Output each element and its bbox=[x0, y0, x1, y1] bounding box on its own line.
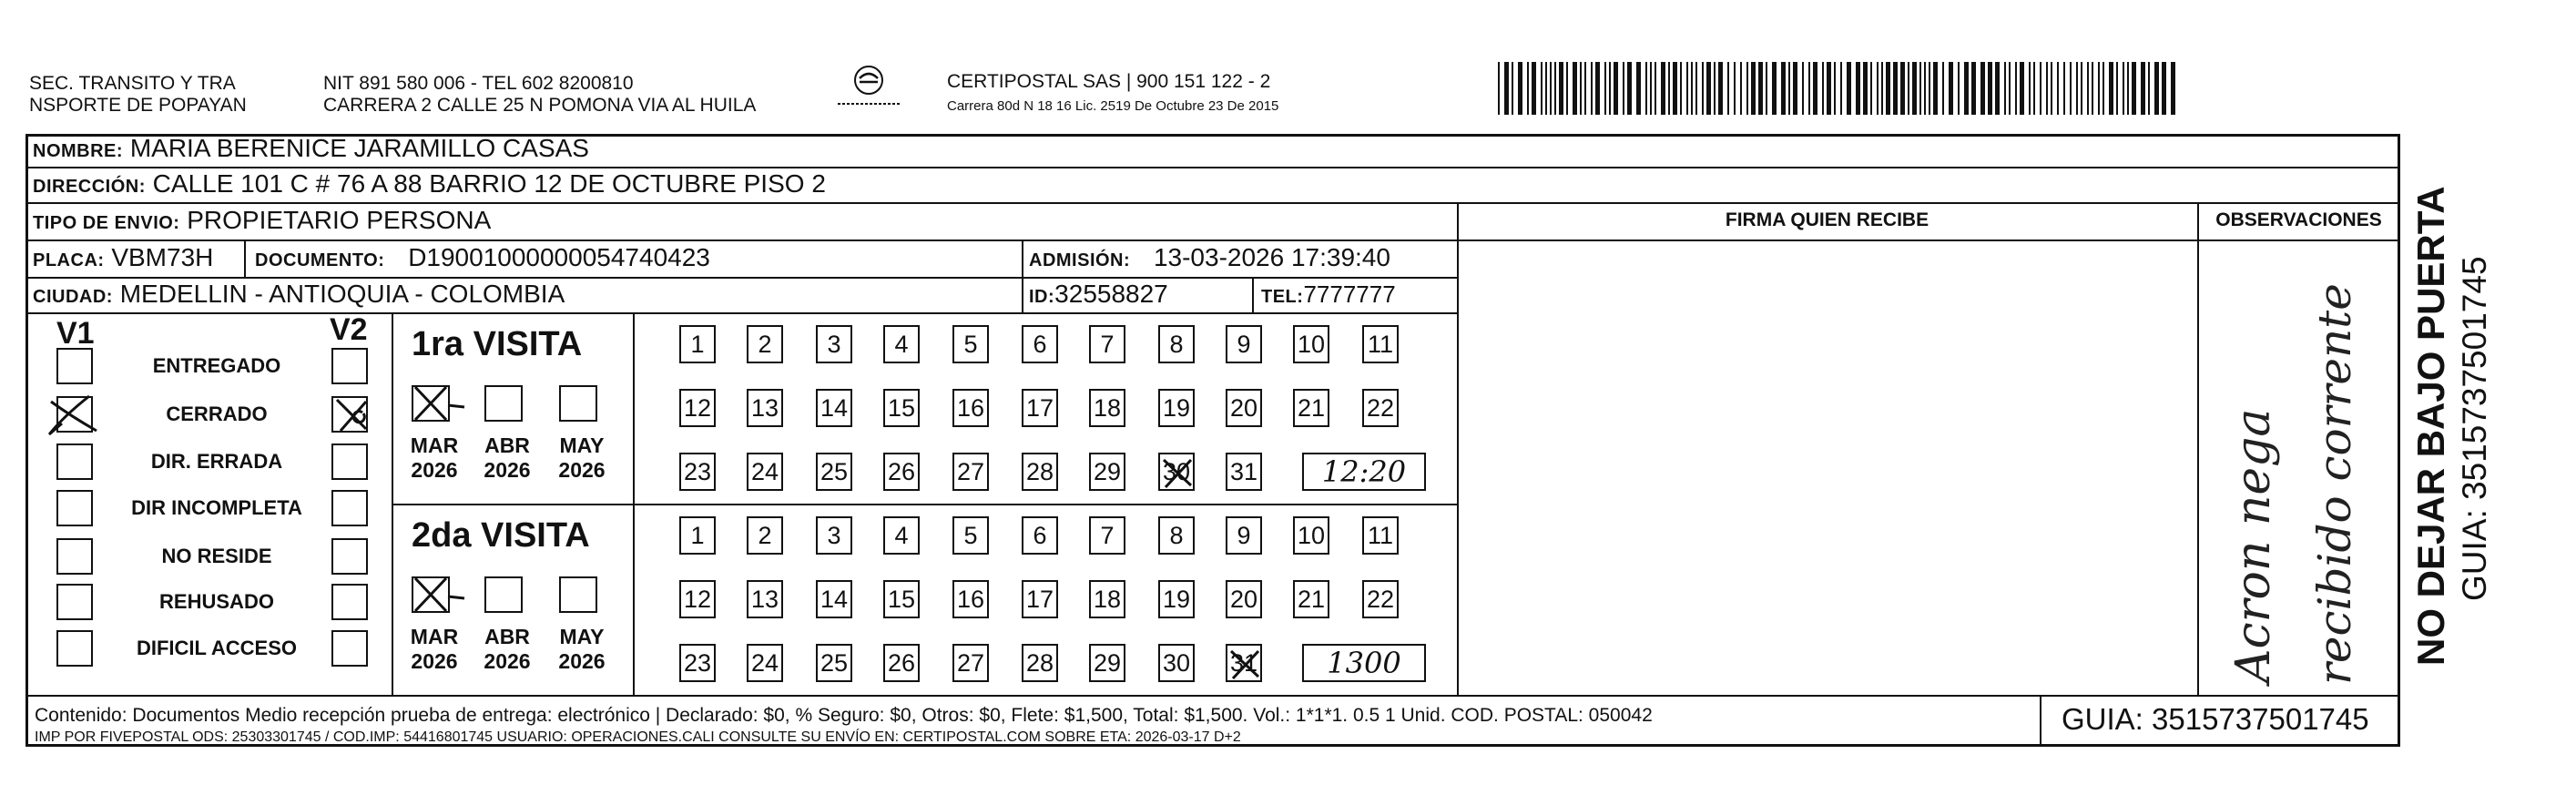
barcode-bar bbox=[1580, 62, 1582, 115]
day-box[interactable]: 5 bbox=[952, 516, 989, 555]
day-box[interactable]: 4 bbox=[883, 325, 920, 363]
barcode-bar bbox=[1856, 62, 1860, 115]
month-year-label: 2026 bbox=[558, 649, 606, 673]
day-box[interactable]: 7 bbox=[1089, 516, 1125, 555]
day-box[interactable]: 6 bbox=[1022, 325, 1058, 363]
month-year-label: 2026 bbox=[558, 458, 606, 482]
barcode-bar bbox=[1706, 62, 1711, 115]
sender-address-line: CARRERA 2 CALLE 25 N POMONA VIA AL HUILA bbox=[323, 95, 757, 116]
observation-handwriting-2 bbox=[2308, 283, 2361, 685]
barcode-bar bbox=[1827, 62, 1831, 115]
day-box[interactable]: 27 bbox=[952, 644, 989, 682]
nombre-label: NOMBRE: bbox=[33, 141, 124, 161]
status-label: DIFICIL ACCESO bbox=[136, 637, 297, 659]
day-box[interactable]: 15 bbox=[883, 580, 920, 618]
barcode-bar bbox=[1863, 62, 1868, 115]
barcode-bar bbox=[1893, 62, 1898, 115]
barcode-bar bbox=[1604, 62, 1606, 115]
barcode-bar bbox=[2076, 62, 2078, 115]
barcode-bar bbox=[1504, 62, 1509, 115]
month-label: ABR bbox=[484, 433, 530, 457]
nombre-value: MARIA BERENICE JARAMILLO CASAS bbox=[129, 134, 589, 162]
barcode-bar bbox=[1623, 62, 1624, 115]
v1-checkbox[interactable] bbox=[56, 584, 93, 620]
day-box[interactable]: 18 bbox=[1089, 580, 1125, 618]
day-box[interactable]: 9 bbox=[1226, 325, 1262, 363]
day-box[interactable]: 30 bbox=[1158, 644, 1195, 682]
barcode-bar bbox=[2154, 62, 2159, 115]
barcode-bar bbox=[1881, 62, 1883, 115]
day-box[interactable]: 29 bbox=[1089, 453, 1125, 491]
status-label: ENTREGADO bbox=[152, 354, 281, 377]
day-box[interactable]: 8 bbox=[1158, 325, 1195, 363]
barcode-bar bbox=[1772, 62, 1777, 115]
day-box[interactable]: 26 bbox=[883, 453, 920, 491]
day-box[interactable]: 11 bbox=[1362, 325, 1399, 363]
imp-line: IMP POR FIVEPOSTAL ODS: 25303301745 / COD.IMP: 54416801745 USUARIO: OPERACIONES.CALI CONSULTE SU ENVÍO EN: CERTIPOSTAL.COM SOBRE ETA: 2026-03-17 D+2 bbox=[35, 729, 1241, 745]
barcode-bar bbox=[1655, 62, 1656, 115]
barcode-bar bbox=[2087, 62, 2089, 115]
visit-title: 1ra VISITA bbox=[412, 325, 583, 363]
barcode-bar bbox=[2141, 62, 2145, 115]
day-box[interactable]: 27 bbox=[952, 453, 989, 491]
barcode-bar bbox=[1686, 62, 1688, 115]
barcode-bar bbox=[1695, 62, 1697, 115]
side-guia: GUIA: 3515737501745 bbox=[2456, 256, 2493, 601]
day-box[interactable]: 13 bbox=[747, 580, 783, 618]
day-box[interactable]: 12 bbox=[679, 580, 716, 618]
sender-line-2: NSPORTE DE POPAYAN bbox=[29, 95, 247, 116]
day-box[interactable]: 5 bbox=[952, 325, 989, 363]
barcode-bar bbox=[1527, 62, 1529, 115]
day-box[interactable]: 24 bbox=[747, 644, 783, 682]
barcode-bar bbox=[1545, 62, 1547, 115]
day-box[interactable]: 26 bbox=[883, 644, 920, 682]
id-label: ID: bbox=[1029, 287, 1055, 307]
day-box[interactable]: 13 bbox=[747, 389, 783, 427]
barcode-bar bbox=[1813, 62, 1817, 115]
tipo-envio-label: TIPO DE ENVIO: bbox=[33, 213, 180, 233]
month-checkbox[interactable] bbox=[412, 385, 450, 422]
month-label: MAY bbox=[559, 433, 605, 457]
barcode-bar bbox=[2009, 62, 2011, 115]
day-box[interactable]: 6 bbox=[1022, 516, 1058, 555]
day-box[interactable]: 28 bbox=[1022, 644, 1058, 682]
barcode-bar bbox=[2098, 62, 2100, 115]
barcode-bar bbox=[1554, 62, 1556, 115]
barcode-bar bbox=[1498, 62, 1500, 115]
direccion-field bbox=[33, 169, 826, 201]
day-box[interactable]: 19 bbox=[1158, 389, 1195, 427]
tipo-envio-value: PROPIETARIO PERSONA bbox=[187, 206, 492, 234]
barcode-bar bbox=[1636, 62, 1641, 115]
barcode-bar bbox=[2063, 62, 2065, 115]
barcode-bar bbox=[2046, 62, 2048, 115]
tel-value: 7777777 bbox=[1303, 280, 1396, 308]
observation-handwriting-1 bbox=[2226, 409, 2281, 683]
visit-time-box[interactable]: 12:20 bbox=[1302, 453, 1426, 491]
barcode-bar bbox=[1929, 62, 1930, 115]
day-box[interactable]: 31 bbox=[1226, 453, 1262, 491]
barcode-bar bbox=[2103, 62, 2104, 115]
month-checkbox[interactable] bbox=[484, 385, 523, 422]
month-label: ABR bbox=[484, 625, 530, 648]
barcode-bar bbox=[1673, 62, 1677, 115]
barcode-bar bbox=[1591, 62, 1593, 115]
barcode-bar bbox=[2116, 62, 2118, 115]
barcode-bar bbox=[1781, 62, 1786, 115]
barcode-bar bbox=[1877, 62, 1879, 115]
barcode-bar bbox=[2029, 62, 2031, 115]
day-box[interactable]: 7 bbox=[1089, 325, 1125, 363]
barcode-bar bbox=[1584, 62, 1586, 115]
day-box[interactable]: 29 bbox=[1089, 644, 1125, 682]
barcode-bar bbox=[1933, 62, 1938, 115]
v2-checkbox[interactable] bbox=[331, 490, 368, 526]
v1-checkbox[interactable] bbox=[56, 630, 93, 667]
barcode-bar bbox=[1788, 62, 1790, 115]
day-box[interactable]: 22 bbox=[1362, 580, 1399, 618]
barcode-bar bbox=[1793, 62, 1797, 115]
barcode-bar bbox=[2015, 62, 2017, 115]
barcode-bar bbox=[1847, 62, 1851, 115]
barcode-bar bbox=[1609, 62, 1611, 115]
v1-checkbox[interactable] bbox=[56, 490, 93, 526]
status-label: NO RESIDE bbox=[161, 545, 272, 567]
barcode-bar bbox=[2051, 62, 2052, 115]
day-box[interactable]: 25 bbox=[816, 453, 852, 491]
v1-checkbox[interactable] bbox=[56, 348, 93, 384]
barcode-bar bbox=[1995, 62, 2000, 115]
barcode-bar bbox=[1822, 62, 1824, 115]
placa-label: PLACA: bbox=[33, 250, 105, 270]
month-checkbox[interactable] bbox=[484, 576, 523, 613]
ciudad-label: CIUDAD: bbox=[33, 287, 113, 307]
barcode-bar bbox=[2020, 62, 2024, 115]
barcode-bar bbox=[1541, 62, 1543, 115]
v1-label: V1 bbox=[56, 316, 95, 351]
day-box[interactable]: 21 bbox=[1293, 580, 1329, 618]
observation-text-2: recibido corrente bbox=[2308, 283, 2361, 685]
footer-guia: GUIA: 3515737501745 bbox=[2062, 702, 2369, 736]
barcode-bar bbox=[2127, 62, 2129, 115]
day-box[interactable]: 3 bbox=[816, 516, 852, 555]
status-label: CERRADO bbox=[166, 403, 268, 425]
direccion-label: DIRECCIÓN: bbox=[33, 177, 146, 197]
courier-name: CERTIPOSTAL SAS | 900 151 122 - 2 bbox=[947, 71, 1271, 92]
day-box[interactable]: 10 bbox=[1293, 325, 1329, 363]
barcode-bar bbox=[1550, 62, 1552, 115]
status-label: DIR INCOMPLETA bbox=[131, 496, 302, 519]
v1-checkbox[interactable] bbox=[56, 538, 93, 575]
sender-line-1: SEC. TRANSITO Y TRA bbox=[29, 73, 236, 94]
day-box[interactable]: 14 bbox=[816, 389, 852, 427]
barcode-bar bbox=[1949, 62, 1953, 115]
barcode-bar bbox=[1702, 62, 1704, 115]
barcode-bar bbox=[2148, 62, 2150, 115]
barcode bbox=[1498, 62, 2176, 115]
day-box[interactable]: 10 bbox=[1293, 516, 1329, 555]
v1-checkbox[interactable] bbox=[56, 443, 93, 480]
firma-header: FIRMA QUIEN RECIBE bbox=[1725, 209, 1929, 230]
day-box[interactable]: 1 bbox=[679, 516, 716, 555]
month-checkbox[interactable] bbox=[559, 385, 597, 422]
day-box[interactable]: 16 bbox=[952, 389, 989, 427]
barcode-bar bbox=[1840, 62, 1842, 115]
barcode-bar bbox=[1573, 62, 1577, 115]
direccion-value: CALLE 101 C # 76 A 88 BARRIO 12 DE OCTUBRE PISO 2 bbox=[152, 169, 826, 198]
barcode-bar bbox=[1971, 62, 1976, 115]
day-box[interactable]: 25 bbox=[816, 644, 852, 682]
observaciones-header: OBSERVACIONES bbox=[2215, 209, 2382, 230]
barcode-bar bbox=[2057, 62, 2059, 115]
nombre-field bbox=[33, 134, 589, 166]
barcode-bar bbox=[1661, 62, 1665, 115]
v2-label: V2 bbox=[330, 312, 368, 347]
day-box[interactable]: 4 bbox=[883, 516, 920, 555]
month-label: MAY bbox=[559, 625, 605, 648]
barcode-bar bbox=[1680, 62, 1682, 115]
barcode-bar bbox=[2070, 62, 2072, 115]
tipo-envio-field bbox=[33, 206, 491, 238]
v2-checkbox[interactable] bbox=[331, 396, 368, 433]
barcode-bar bbox=[1988, 62, 1992, 115]
contenido-line: Contenido: Documentos Medio recepción prueba de entrega: electrónico | Declarado: $0, % Seguro: $0, Otros: $0, Flete: $1,500, Total: $1,500. Vol.: 1*1*1. 0.5 1 Unid. COD. POSTAL: 050042 bbox=[35, 705, 1653, 726]
barcode-bar bbox=[1645, 62, 1647, 115]
barcode-bar bbox=[2171, 62, 2175, 115]
barcode-bar bbox=[2132, 62, 2136, 115]
day-box[interactable]: 18 bbox=[1089, 389, 1125, 427]
barcode-bar bbox=[2033, 62, 2035, 115]
barcode-bar bbox=[1919, 62, 1921, 115]
id-value: 32558827 bbox=[1054, 280, 1168, 308]
month-label: MAR bbox=[410, 625, 459, 648]
v1-checkbox[interactable] bbox=[56, 396, 93, 433]
month-year-label: 2026 bbox=[411, 649, 458, 673]
barcode-bar bbox=[1518, 62, 1522, 115]
admision-value: 13-03-2026 17:39:40 bbox=[1153, 243, 1390, 271]
day-box[interactable]: 24 bbox=[747, 453, 783, 491]
ciudad-field bbox=[33, 280, 565, 311]
day-box[interactable]: 23 bbox=[679, 644, 716, 682]
day-box[interactable]: 20 bbox=[1226, 389, 1262, 427]
day-box[interactable]: 9 bbox=[1226, 516, 1262, 555]
barcode-bar bbox=[1964, 62, 1969, 115]
barcode-bar bbox=[1559, 62, 1563, 115]
observation-text-1: Acron nega bbox=[2226, 408, 2281, 683]
visit-title: 2da VISITA bbox=[412, 516, 590, 555]
barcode-bar bbox=[1614, 62, 1618, 115]
month-year-label: 2026 bbox=[411, 458, 458, 482]
barcode-bar bbox=[2162, 62, 2166, 115]
v2-checkbox[interactable] bbox=[331, 538, 368, 575]
admision-label: ADMISIÓN: bbox=[1029, 250, 1131, 270]
barcode-bar bbox=[1908, 62, 1909, 115]
placa-field bbox=[33, 243, 213, 275]
day-box[interactable]: 2 bbox=[747, 325, 783, 363]
month-year-label: 2026 bbox=[484, 649, 531, 673]
placa-value: VBM73H bbox=[111, 243, 214, 271]
month-label: MAR bbox=[410, 433, 459, 457]
documento-label: DOCUMENTO: bbox=[255, 250, 385, 270]
day-box[interactable]: 19 bbox=[1158, 580, 1195, 618]
barcode-bar bbox=[1691, 62, 1693, 115]
barcode-bar bbox=[1766, 62, 1767, 115]
barcode-bar bbox=[1627, 62, 1632, 115]
barcode-bar bbox=[1650, 62, 1652, 115]
day-box[interactable]: 16 bbox=[952, 580, 989, 618]
barcode-bar bbox=[1566, 62, 1568, 115]
day-box[interactable]: 3 bbox=[816, 325, 852, 363]
barcode-bar bbox=[2123, 62, 2124, 115]
barcode-bar bbox=[1900, 62, 1905, 115]
tel-label: TEL: bbox=[1261, 287, 1304, 307]
day-box[interactable]: 14 bbox=[816, 580, 852, 618]
barcode-bar bbox=[1734, 62, 1736, 115]
v2-checkbox[interactable] bbox=[331, 630, 368, 667]
day-box[interactable]: 30 bbox=[1158, 453, 1195, 491]
day-box[interactable]: 23 bbox=[679, 453, 716, 491]
barcode-bar bbox=[1870, 62, 1872, 115]
day-box[interactable]: 31 bbox=[1226, 644, 1262, 682]
v2-checkbox[interactable] bbox=[331, 584, 368, 620]
day-box[interactable]: 17 bbox=[1022, 389, 1058, 427]
day-box[interactable]: 1 bbox=[679, 325, 716, 363]
barcode-bar bbox=[1714, 62, 1716, 115]
barcode-bar bbox=[1942, 62, 1944, 115]
status-label: DIR. ERRADA bbox=[150, 450, 283, 473]
barcode-bar bbox=[2092, 62, 2093, 115]
day-box[interactable]: 2 bbox=[747, 516, 783, 555]
month-checkbox[interactable] bbox=[412, 576, 450, 613]
day-box[interactable]: 17 bbox=[1022, 580, 1058, 618]
side-warning: NO DEJAR BAJO PUERTA bbox=[2409, 186, 2452, 666]
barcode-bar bbox=[1512, 62, 1513, 115]
tel-field bbox=[1261, 280, 1396, 311]
admision-field bbox=[1029, 243, 1390, 275]
day-box[interactable]: 8 bbox=[1158, 516, 1195, 555]
barcode-bar bbox=[1912, 62, 1917, 115]
barcode-bar bbox=[1886, 62, 1890, 115]
ciudad-value: MEDELLIN - ANTIOQUIA - COLOMBIA bbox=[119, 280, 565, 308]
barcode-bar bbox=[1595, 62, 1600, 115]
visit-time-box[interactable]: 1300 bbox=[1302, 644, 1426, 682]
id-field bbox=[1029, 280, 1168, 311]
day-box[interactable]: 21 bbox=[1293, 389, 1329, 427]
day-box[interactable]: 12 bbox=[679, 389, 716, 427]
certipostal-logo-icon bbox=[832, 64, 905, 113]
courier-address: Carrera 80d N 18 16 Lic. 2519 De Octubre 23 De 2015 bbox=[947, 98, 1279, 114]
day-box[interactable]: 28 bbox=[1022, 453, 1058, 491]
month-year-label: 2026 bbox=[484, 458, 531, 482]
barcode-bar bbox=[1834, 62, 1836, 115]
barcode-bar bbox=[1668, 62, 1670, 115]
day-box[interactable]: 11 bbox=[1362, 516, 1399, 555]
barcode-bar bbox=[1746, 62, 1748, 115]
barcode-bar bbox=[1808, 62, 1810, 115]
v2-checkbox[interactable] bbox=[331, 348, 368, 384]
barcode-bar bbox=[2040, 62, 2041, 115]
barcode-bar bbox=[1802, 62, 1804, 115]
day-box[interactable]: 20 bbox=[1226, 580, 1262, 618]
documento-field bbox=[255, 243, 710, 275]
documento-value: D19001000000054740423 bbox=[408, 243, 710, 271]
barcode-bar bbox=[2109, 62, 2113, 115]
barcode-bar bbox=[1751, 62, 1756, 115]
v2-checkbox[interactable] bbox=[331, 443, 368, 480]
status-label: REHUSADO bbox=[159, 590, 274, 613]
barcode-bar bbox=[1740, 62, 1742, 115]
day-box[interactable]: 15 bbox=[883, 389, 920, 427]
barcode-bar bbox=[1980, 62, 1985, 115]
month-checkbox[interactable] bbox=[559, 576, 597, 613]
barcode-bar bbox=[2004, 62, 2006, 115]
barcode-bar bbox=[1532, 62, 1536, 115]
barcode-bar bbox=[2081, 62, 2082, 115]
barcode-bar bbox=[1958, 62, 1960, 115]
day-box[interactable]: 22 bbox=[1362, 389, 1399, 427]
barcode-bar bbox=[1758, 62, 1763, 115]
barcode-bar bbox=[1924, 62, 1926, 115]
barcode-bar bbox=[1727, 62, 1729, 115]
nit-line: NIT 891 580 006 - TEL 602 8200810 bbox=[323, 73, 634, 94]
barcode-bar bbox=[1718, 62, 1723, 115]
